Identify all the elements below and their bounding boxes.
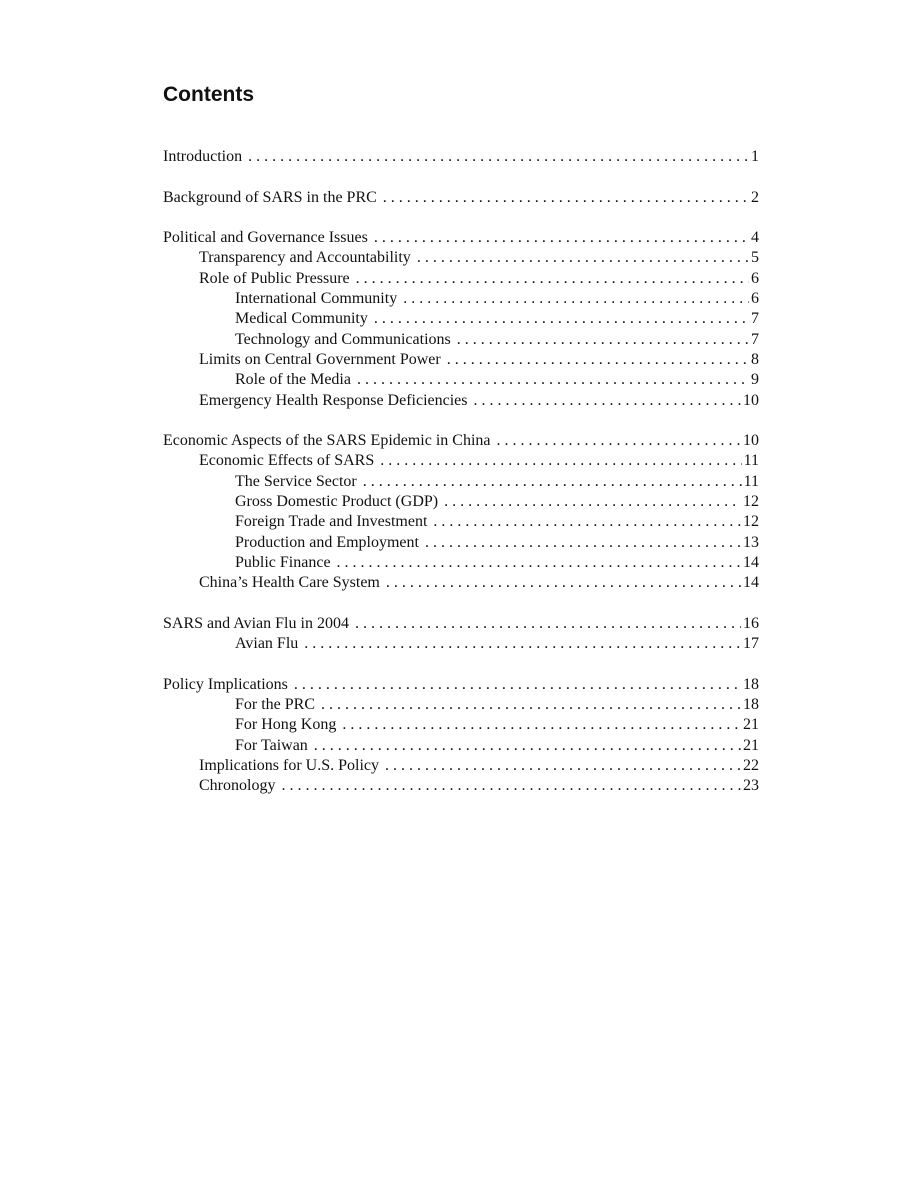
toc-entry-limits-central-government[interactable] [163, 350, 759, 370]
dot-leader [497, 431, 741, 451]
toc-entry-page: 17 [743, 635, 759, 653]
dot-leader [342, 715, 741, 735]
toc-entry-service-sector[interactable] [163, 472, 759, 492]
dot-leader [248, 147, 749, 167]
toc-entry-page: 13 [743, 533, 759, 551]
toc-entry-label: Policy Implications [163, 675, 288, 693]
toc-entry-label: Economic Effects of SARS [199, 452, 375, 470]
dot-leader [447, 350, 749, 370]
dot-leader [474, 391, 742, 411]
dot-leader [385, 756, 741, 776]
toc-entry-health-care-system[interactable] [163, 573, 759, 593]
toc-entry-page: 16 [743, 614, 759, 632]
toc-entry-page: 7 [751, 330, 759, 348]
toc-entry-page: 11 [743, 452, 759, 470]
toc-entry-avian-flu[interactable] [163, 634, 759, 654]
dot-leader [304, 634, 741, 654]
toc-entry-page: 8 [751, 350, 759, 368]
toc-entry-introduction[interactable] [163, 147, 759, 167]
toc-entry-label: Medical Community [235, 310, 368, 328]
toc-entry-gdp[interactable] [163, 492, 759, 512]
toc-entry-economic-aspects[interactable] [163, 431, 759, 451]
toc-entry-label: For Taiwan [235, 736, 308, 754]
toc-entry-label: Implications for U.S. Policy [199, 756, 379, 774]
toc-entry-public-finance[interactable] [163, 553, 759, 573]
dot-leader [357, 370, 749, 390]
dot-leader [403, 289, 749, 309]
toc-entry-label: Political and Governance Issues [163, 229, 368, 247]
toc-entry-page: 10 [743, 432, 759, 450]
toc-entry-chronology[interactable] [163, 776, 759, 796]
dot-leader [444, 492, 741, 512]
dot-leader [380, 451, 741, 471]
dot-leader [425, 533, 741, 553]
toc-entry-economic-effects[interactable] [163, 451, 759, 471]
toc-entry-page: 12 [743, 513, 759, 531]
toc-entry-public-pressure[interactable] [163, 269, 759, 289]
toc-entry-page: 5 [751, 249, 759, 267]
toc-entry-label: Production and Employment [235, 533, 419, 551]
dot-leader [374, 309, 749, 329]
toc-entry-page: 4 [751, 229, 759, 247]
toc-entry-page: 18 [743, 675, 759, 693]
toc-entry-label: International Community [235, 290, 398, 308]
toc-entry-production-employment[interactable] [163, 533, 759, 553]
toc-entry-role-of-media[interactable] [163, 370, 759, 390]
toc-entry-policy-implications[interactable] [163, 675, 759, 695]
dot-leader [433, 512, 741, 532]
toc-entry-page: 12 [743, 493, 759, 511]
toc-entry-page: 9 [751, 371, 759, 389]
dot-leader [363, 472, 742, 492]
toc-entry-label: Gross Domestic Product (GDP) [235, 493, 439, 511]
dot-leader [355, 614, 741, 634]
toc-entry-page: 1 [751, 148, 759, 165]
page-title: Contents [163, 83, 254, 106]
toc-entry-page: 14 [743, 553, 759, 571]
toc-entry-political-governance[interactable] [163, 228, 759, 248]
toc-entry-sars-avian-flu[interactable] [163, 614, 759, 634]
toc-entry-label: SARS and Avian Flu in 2004 [163, 614, 349, 632]
toc-entry-page: 14 [743, 574, 759, 592]
toc-entry-label: Background of SARS in the PRC [163, 188, 377, 206]
toc-entry-label: Limits on Central Government Power [199, 350, 441, 368]
toc-entry-page: 21 [743, 736, 759, 754]
toc-entry-page: 21 [743, 716, 759, 734]
toc-entry-label: Role of the Media [235, 371, 351, 389]
dot-leader [383, 188, 749, 208]
dot-leader [281, 776, 741, 796]
toc-entry-page: 7 [751, 310, 759, 328]
toc-entry-label: For Hong Kong [235, 716, 337, 734]
toc-entry-label: Role of Public Pressure [199, 269, 350, 287]
table-of-contents [163, 147, 759, 797]
toc-entry-label: Introduction [163, 148, 243, 165]
dot-leader [374, 228, 749, 248]
toc-entry-foreign-trade[interactable] [163, 512, 759, 532]
toc-entry-for-the-prc[interactable] [163, 695, 759, 715]
toc-entry-background[interactable] [163, 188, 759, 208]
toc-entry-transparency[interactable] [163, 248, 759, 268]
toc-entry-page: 23 [743, 777, 759, 795]
toc-entry-label: Foreign Trade and Investment [235, 513, 428, 531]
dot-leader [294, 675, 741, 695]
toc-entry-label: Emergency Health Response Deficiencies [199, 391, 468, 409]
toc-entry-page: 22 [743, 756, 759, 774]
toc-entry-page: 11 [743, 472, 759, 490]
toc-entry-international-community[interactable] [163, 289, 759, 309]
toc-entry-page: 2 [751, 188, 759, 206]
toc-entry-label: Chronology [199, 777, 276, 795]
toc-entry-for-hong-kong[interactable] [163, 715, 759, 735]
dot-leader [314, 736, 741, 756]
toc-entry-label: Avian Flu [235, 635, 299, 653]
toc-entry-emergency-health-response[interactable] [163, 391, 759, 411]
dot-leader [321, 695, 741, 715]
toc-entry-for-taiwan[interactable] [163, 736, 759, 756]
toc-entry-page: 10 [743, 391, 759, 409]
toc-entry-us-policy[interactable] [163, 756, 759, 776]
toc-entry-label: For the PRC [235, 696, 316, 714]
dot-leader [457, 330, 749, 350]
toc-entry-label: Economic Aspects of the SARS Epidemic in China [163, 432, 491, 450]
toc-entry-label: Transparency and Accountability [199, 249, 411, 267]
toc-entry-technology-communications[interactable] [163, 330, 759, 350]
toc-entry-label: The Service Sector [235, 472, 357, 490]
toc-entry-page: 6 [751, 290, 759, 308]
toc-entry-page: 18 [743, 696, 759, 714]
toc-entry-label: Technology and Communications [235, 330, 451, 348]
toc-entry-label: China’s Health Care System [199, 574, 380, 592]
dot-leader [356, 269, 749, 289]
dot-leader [417, 248, 749, 268]
toc-entry-page: 6 [751, 269, 759, 287]
dot-leader [386, 573, 741, 593]
toc-entry-label: Public Finance [235, 553, 331, 571]
toc-entry-medical-community[interactable] [163, 309, 759, 329]
dot-leader [337, 553, 741, 573]
